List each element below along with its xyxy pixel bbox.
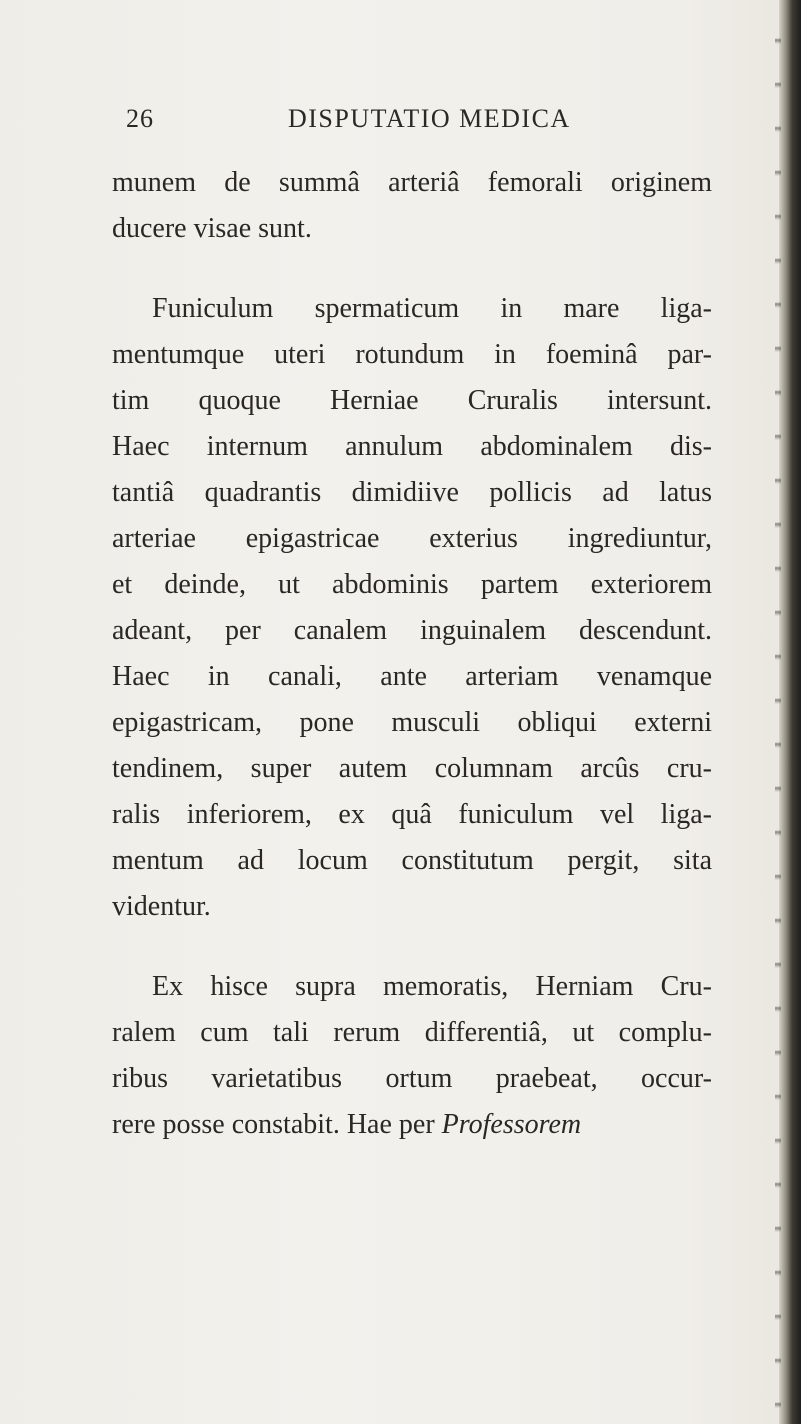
- text-line: videntur.: [112, 891, 211, 922]
- text-run: rere posse constabit. Hae per: [112, 1109, 442, 1140]
- text-line: ducere visae sunt.: [112, 213, 312, 244]
- text-line: adeant, per canalem inguinalem descendunt.: [112, 615, 712, 646]
- text-line: ribus varietatibus ortum praebeat, occur-: [112, 1063, 712, 1094]
- text-line: munem de summâ arteriâ femorali originem: [112, 167, 712, 198]
- paragraph-gap: [112, 930, 712, 964]
- text-line: Ex hisce supra memoratis, Herniam Cru-: [152, 971, 712, 1002]
- text-line: ralis inferiorem, ex quâ funiculum vel liga-: [112, 799, 712, 830]
- text-line-last: [112, 1102, 712, 1148]
- text-line: epigastricam, pone musculi obliqui externi: [112, 707, 712, 738]
- page-binding-edge: [779, 0, 801, 1424]
- paragraph-gap: [112, 252, 712, 286]
- italic-word: Professorem: [441, 1109, 582, 1140]
- text-line: tendinem, super autem columnam arcûs cru-: [112, 753, 712, 784]
- text-line: et deinde, ut abdominis partem exteriorem: [112, 569, 712, 600]
- text-line: tim quoque Herniae Cruralis intersunt.: [112, 385, 712, 416]
- page-edge-texture: [775, 0, 781, 1424]
- page-number: 26: [126, 104, 154, 133]
- text-line: Haec internum annulum abdominalem dis-: [112, 431, 712, 462]
- running-title: DISPUTATIO MEDICA: [288, 104, 571, 133]
- text-line: mentum ad locum constitutum pergit, sita: [112, 845, 712, 876]
- text-line: arteriae epigastricae exterius ingrediuntur,: [112, 523, 712, 554]
- text-line: mentumque uteri rotundum in foeminâ par-: [112, 339, 712, 370]
- text-line: Haec in canali, ante arteriam venamque: [112, 661, 712, 692]
- text-line: tantiâ quadrantis dimidiive pollicis ad latus: [112, 477, 712, 508]
- running-head: [126, 104, 686, 138]
- text-line: Funiculum spermaticum in mare liga-: [152, 293, 712, 324]
- text-line: ralem cum tali rerum differentiâ, ut complu-: [112, 1017, 712, 1048]
- body-text: [112, 160, 712, 1148]
